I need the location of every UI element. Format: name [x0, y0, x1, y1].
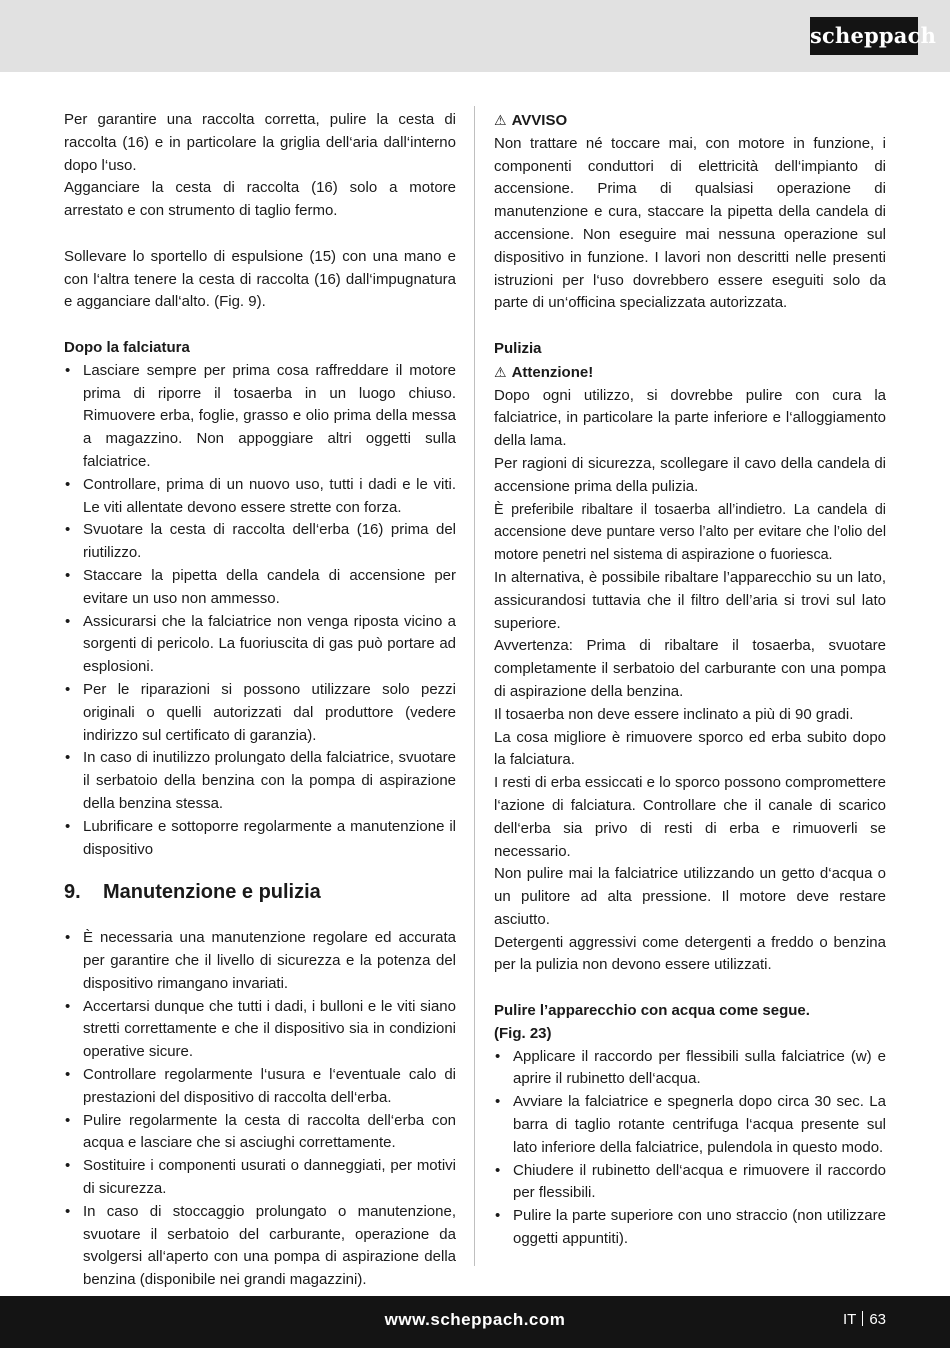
section-number: 9. [64, 881, 81, 904]
after-mowing-list [64, 360, 456, 862]
cleaning-paragraph: Detergenti aggressivi come detergenti a freddo o benzina per la pulizia non devono essere utilizzati. [494, 933, 886, 974]
notice-heading [494, 109, 886, 133]
cleaning-paragraph: Non pulire mai la falciatrice utilizzando un getto d‘acqua o un pulitore ad alta pressione. Il motore deve restare asciutto. [494, 865, 886, 928]
maintenance-list [64, 927, 456, 1292]
water-cleaning-heading: Pulire l’apparecchio con acqua come segue. [494, 1002, 810, 1020]
list-item: • In caso di inutilizzo prolungato della falciatrice, svuotare il serbatoio della benzina con la pompa di aspirazione della benzina stessa. [64, 747, 456, 815]
list-item: • Lubrificare e sottoporre regolarmente a manutenzione il dispositivo [64, 816, 456, 862]
column-divider [474, 106, 475, 1266]
list-item: • Pulire regolarmente la cesta di raccolta dell‘erba con acqua e lasciare che si asciughi correttamente. [64, 1110, 456, 1156]
list-item: • Controllare, prima di un nuovo uso, tutti i dadi e le viti. Le viti allentate devono essere strette con forza. [64, 474, 456, 520]
list-item: • Svuotare la cesta di raccolta dell‘erba (16) prima del riutilizzo. [64, 519, 456, 565]
section-title: Manutenzione e pulizia [103, 881, 321, 904]
list-item: • Accertarsi dunque che tutti i dadi, i bulloni e le viti siano stretti correttamente e che il dispositivo sia in condizioni operative sicure. [64, 996, 456, 1064]
intro-paragraph-2: Agganciare la cesta di raccolta (16) solo a motore arrestato e con strumento di taglio fermo. [64, 179, 456, 220]
list-item: • Assicurarsi che la falciatrice non venga riposta vicino a sorgenti di pericolo. La fuoriuscita di gas può portare ad esplosioni. [64, 611, 456, 679]
warning-icon: ⚠ [494, 112, 507, 128]
cleaning-paragraph: Avvertenza: Prima di ribaltare il tosaerba, svuotare completamente il serbatoio del carburante con una pompa di aspirazione della benzina. [494, 637, 886, 700]
cleaning-paragraph: In alternativa, è possibile ribaltare l’apparecchio su un lato, assicurandosi tuttavia che il filtro dell’aria si trovi sul lato superiore. [494, 568, 886, 632]
list-item: • Pulire la parte superiore con uno straccio (non utilizzare oggetti appuntiti). [494, 1205, 886, 1251]
list-item: • Per le riparazioni si possono utilizzare solo pezzi originali o quelli autorizzati dal produttore (vedere indirizzo sul certificato di garanzia). [64, 679, 456, 747]
attention-line [494, 361, 886, 385]
cleaning-paragraph: La cosa migliore è rimuovere sporco ed erba subito dopo la falciatura. [494, 728, 886, 769]
list-item: • Sostituire i componenti usurati o danneggiati, per motivi di sicurezza. [64, 1155, 456, 1201]
right-column [494, 109, 886, 1251]
list-item: • Avviare la falciatrice e spegnerla dopo circa 30 sec. La barra di taglio rotante centrifuga l‘acqua presente sul lato inferiore della falciatrice, pulendola in questo modo. [494, 1091, 886, 1159]
cleaning-heading: Pulizia [494, 339, 542, 357]
cleaning-paragraph: Per ragioni di sicurezza, scollegare il cavo della candela di accensione prima della pulizia. [494, 454, 886, 495]
cleaning-paragraph: È preferibile ribaltare il tosaerba all’indietro. La candela di accensione deve puntare verso l’alto per evitare che l’olio del motore penetri nel sistema di aspirazione o fuoriesca. [494, 501, 886, 564]
list-item: • Applicare il raccordo per flessibili sulla falciatrice (w) e aprire il rubinetto dell‘acqua. [494, 1046, 886, 1092]
header-band [0, 0, 950, 72]
list-item: • Lasciare sempre per prima cosa raffreddare il motore prima di riporre il tosaerba in un luogo chiuso. Rimuovere erba, foglie, grasso e olio prima della messa a magazzino. Non appoggiare altri oggetti sulla falciatrice. [64, 360, 456, 474]
cleaning-paragraph: Il tosaerba non deve essere inclinato a più di 90 gradi. [494, 705, 854, 723]
language-code: IT [842, 1311, 857, 1328]
list-item: • In caso di stoccaggio prolungato o manutenzione, svuotare il serbatoio del carburante, operazione da svolgersi all‘aperto con una pompa di aspirazione della benzina (disponibile nei grandi magazzini). [64, 1201, 456, 1292]
intro-paragraph-3: Sollevare lo sportello di espulsione (15) con una mano e con l‘altra tenere la cesta di raccolta (16) dall‘impugnatura e agganciare dall‘alto. (Fig. 9). [64, 247, 456, 311]
warning-icon: ⚠ [494, 363, 507, 380]
cleaning-paragraph: Dopo ogni utilizzo, si dovrebbe pulire con cura la falciatrice, in particolare la parte inferiore e l‘alloggiamento della lama. [494, 386, 886, 450]
page-number: 63 [869, 1311, 886, 1328]
list-item: • Chiudere il rubinetto dell‘acqua e rimuovere il raccordo per flessibili. [494, 1160, 886, 1206]
after-mowing-heading: Dopo la falciatura [64, 338, 190, 356]
intro-paragraph-1: Per garantire una raccolta corretta, pulire la cesta di raccolta (16) e in particolare la griglia dell‘aria dall‘interno dopo l‘uso. [64, 111, 456, 174]
list-item: • Controllare regolarmente l‘usura e l‘eventuale calo di prestazioni del dispositivo di raccolta dell‘erba. [64, 1064, 456, 1110]
notice-heading-label: AVVISO [511, 112, 568, 129]
attention-label: Attenzione! [511, 363, 594, 381]
page-separator [862, 1311, 863, 1326]
website-url: www.scheppach.com [384, 1310, 566, 1329]
water-cleaning-steps [494, 1046, 886, 1251]
water-cleaning-figure-ref: (Fig. 23) [494, 1024, 552, 1042]
left-column [64, 109, 456, 1292]
list-item: • Staccare la pipetta della candela di accensione per evitare un uso non ammesso. [64, 565, 456, 611]
cleaning-paragraph: I resti di erba essiccati e lo sporco possono compromettere l‘azione di falciatura. Controllare che il canale di scarico dell‘erba sia privo di resti di erba e rimuoverli se necessario. [494, 774, 886, 860]
footer-bar [0, 1296, 950, 1348]
list-item: • È necessaria una manutenzione regolare ed accurata per garantire che il livello di sicurezza e la potenza del dispositivo rimangano invariati. [64, 927, 456, 995]
notice-text: Non trattare né toccare mai, con motore in funzione, i componenti conduttori di elettricità dell‘impianto di accensione. Prima di qualsiasi operazione di manutenzione e cura, staccare la pipetta della candela di accensione. Non eseguire mai nessuna operazione sul dispositivo in funzione. I lavori non descritti nelle presenti istruzioni per l‘uso dovrebbero essere eseguiti solo da parte di un‘officina specializzata autorizzata. [494, 134, 886, 312]
page-info [843, 1311, 886, 1328]
section-heading [64, 879, 456, 905]
brand-logo: scheppach [810, 17, 918, 55]
